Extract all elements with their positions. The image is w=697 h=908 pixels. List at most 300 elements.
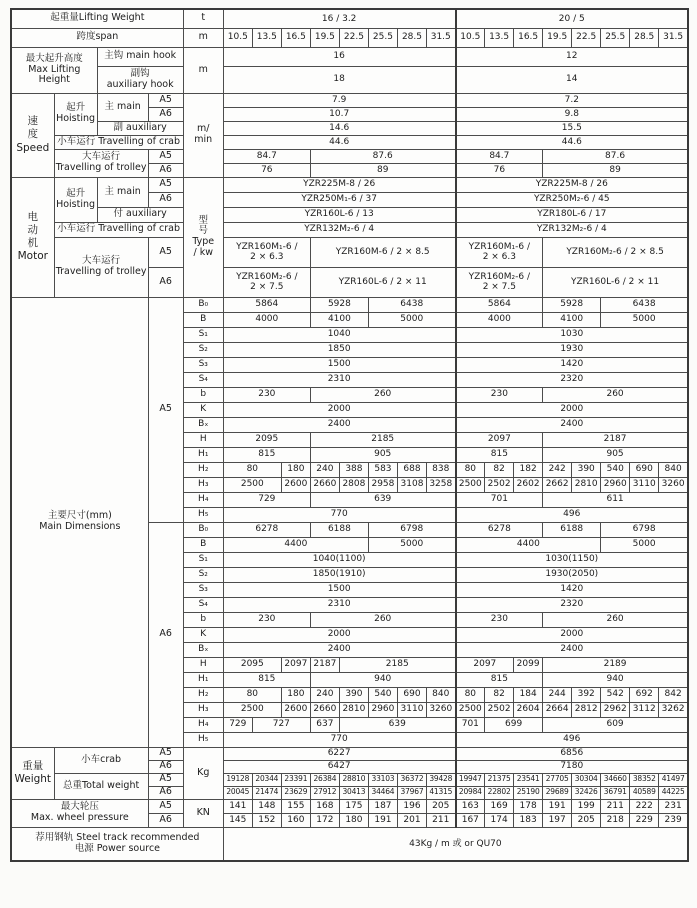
table-row	[11, 66, 688, 93]
value-cell: 699	[485, 717, 543, 732]
value-cell: 39428	[426, 773, 455, 786]
table-row	[11, 207, 688, 222]
value-cell: 84.7	[456, 149, 543, 163]
value-cell: YZR250M₂-6 / 45	[456, 192, 688, 207]
dimension-symbol: S₄	[183, 372, 223, 387]
dimension-symbol: H₄	[183, 492, 223, 507]
value-cell: 175	[339, 799, 368, 813]
value-cell: 80	[456, 687, 485, 702]
value-cell: 44225	[659, 786, 688, 799]
value-cell: 3260	[426, 702, 455, 717]
duty-class-cell: A6	[148, 786, 183, 799]
dimension-symbol: H₁	[183, 447, 223, 462]
value-cell: 1420	[456, 357, 688, 372]
value-cell: 2400	[223, 417, 455, 432]
value-cell: 2664	[543, 702, 572, 717]
value-cell: 1500	[223, 357, 455, 372]
value-cell: 240	[310, 687, 339, 702]
value-cell: 496	[456, 732, 688, 747]
value-cell: 4000	[223, 312, 310, 327]
value-cell: 639	[310, 492, 455, 507]
row-label: 起升 Hoisting	[54, 93, 97, 135]
value-cell: 167	[456, 813, 485, 827]
dimension-symbol: H₂	[183, 687, 223, 702]
value-cell: 230	[456, 387, 543, 402]
value-cell: 34464	[368, 786, 397, 799]
value-cell: 2000	[223, 402, 455, 417]
table-row	[11, 28, 688, 47]
value-cell: 905	[310, 447, 455, 462]
unit-cell: Kg	[183, 747, 223, 799]
row-label: 小车crab	[54, 747, 148, 773]
value-cell: 583	[368, 462, 397, 477]
unit-cell: t	[183, 9, 223, 28]
value-cell: 5864	[223, 297, 310, 312]
value-cell: 20 / 5	[456, 9, 688, 28]
unit-cell: m	[183, 47, 223, 93]
value-cell: 44.6	[223, 135, 455, 149]
value-cell: 2187	[543, 432, 688, 447]
value-cell: YZR160M₁-6 / 2 × 6.3	[223, 237, 310, 267]
value-cell: 6856	[456, 747, 688, 760]
value-cell: 13.5	[252, 28, 281, 47]
value-cell: 690	[630, 462, 659, 477]
value-cell: 222	[630, 799, 659, 813]
row-label: 起升 Hoisting	[54, 177, 97, 222]
value-cell: 840	[426, 687, 455, 702]
table-row	[11, 222, 688, 237]
value-cell: 940	[310, 672, 455, 687]
value-cell: 239	[659, 813, 688, 827]
value-cell: 1420	[456, 582, 688, 597]
value-cell: 2600	[281, 477, 310, 492]
value-cell: 7.2	[456, 93, 688, 107]
value-cell: 25.5	[601, 28, 630, 47]
duty-class-cell: A6	[148, 163, 183, 177]
section-label: 速 度 Speed	[11, 93, 54, 177]
value-cell: 2099	[514, 657, 543, 672]
value-cell: 43Kg / m 或 or QU70	[223, 827, 688, 861]
value-cell: 1850(1910)	[223, 567, 455, 582]
duty-class-cell: A5	[148, 747, 183, 760]
value-cell: 540	[368, 687, 397, 702]
value-cell: 690	[397, 687, 426, 702]
value-cell: 22.5	[339, 28, 368, 47]
value-cell: YZR250M₁-6 / 37	[223, 192, 455, 207]
value-cell: 2808	[339, 477, 368, 492]
value-cell: 152	[252, 813, 281, 827]
value-cell: 692	[630, 687, 659, 702]
value-cell: 16	[223, 47, 455, 66]
row-label: 跨度span	[11, 28, 183, 47]
unit-cell: m	[183, 28, 223, 47]
value-cell: 2095	[223, 657, 281, 672]
value-cell: 36372	[397, 773, 426, 786]
value-cell: 5000	[601, 537, 688, 552]
value-cell: YZR160L-6 / 2 × 11	[310, 267, 455, 297]
value-cell: 205	[426, 799, 455, 813]
value-cell: 840	[659, 462, 688, 477]
value-cell: 205	[572, 813, 601, 827]
value-cell: 20984	[456, 786, 485, 799]
value-cell: 30413	[339, 786, 368, 799]
duty-class-cell: A6	[148, 192, 183, 207]
value-cell: YZR160M₂-6 / 2 × 7.5	[456, 267, 543, 297]
value-cell: 180	[339, 813, 368, 827]
value-cell: 1850	[223, 342, 455, 357]
value-cell: 76	[456, 163, 543, 177]
table-row	[11, 237, 688, 267]
value-cell: 2660	[310, 477, 339, 492]
value-cell: 201	[397, 813, 426, 827]
value-cell: 6227	[223, 747, 455, 760]
value-cell: 3260	[659, 477, 688, 492]
value-cell: 34660	[601, 773, 630, 786]
value-cell: 26384	[310, 773, 339, 786]
row-label: 荐用钢轨 Steel track recommended 电源 Power source	[11, 827, 223, 861]
row-label: 副钩 auxiliary hook	[97, 66, 183, 93]
unit-cell: m/ min	[183, 93, 223, 177]
value-cell: 6438	[601, 297, 688, 312]
value-cell: 7180	[456, 760, 688, 773]
value-cell: 242	[543, 462, 572, 477]
row-label: 主要尺寸(mm) Main Dimensions	[11, 297, 148, 747]
value-cell: 3112	[630, 702, 659, 717]
value-cell: 19128	[223, 773, 252, 786]
row-label: 主钩 main hook	[97, 47, 183, 66]
value-cell: 1930(2050)	[456, 567, 688, 582]
dimension-symbol: b	[183, 387, 223, 402]
dimension-symbol: Bₓ	[183, 642, 223, 657]
value-cell: 23629	[281, 786, 310, 799]
dimension-symbol: S₁	[183, 327, 223, 342]
dimension-symbol: B	[183, 537, 223, 552]
value-cell: 183	[514, 813, 543, 827]
row-label: 总重Total weight	[54, 773, 148, 799]
value-cell: 838	[426, 462, 455, 477]
value-cell: 14	[456, 66, 688, 93]
duty-class-cell: A5	[148, 177, 183, 192]
value-cell: 260	[543, 612, 688, 627]
dimension-symbol: S₃	[183, 357, 223, 372]
dimension-symbol: S₂	[183, 342, 223, 357]
value-cell: 3262	[659, 702, 688, 717]
table-row	[11, 93, 688, 107]
value-cell: 842	[659, 687, 688, 702]
value-cell: YZR160L-6 / 2 × 11	[543, 267, 688, 297]
value-cell: 6798	[601, 522, 688, 537]
value-cell: 540	[601, 462, 630, 477]
value-cell: 4000	[456, 312, 543, 327]
value-cell: 2097	[456, 432, 543, 447]
value-cell: 2960	[601, 477, 630, 492]
duty-class-cell: A6	[148, 267, 183, 297]
value-cell: 2662	[543, 477, 572, 492]
row-label: 小车运行 Travelling of crab	[54, 135, 183, 149]
value-cell: 637	[310, 717, 339, 732]
value-cell: 2185	[339, 657, 455, 672]
value-cell: 31.5	[426, 28, 455, 47]
value-cell: 5000	[368, 312, 455, 327]
value-cell: 25190	[514, 786, 543, 799]
value-cell: 1500	[223, 582, 455, 597]
value-cell: 2320	[456, 597, 688, 612]
value-cell: 3110	[630, 477, 659, 492]
value-cell: 44.6	[456, 135, 688, 149]
value-cell: 80	[456, 462, 485, 477]
value-cell: 229	[630, 813, 659, 827]
table-row	[11, 9, 688, 28]
value-cell: 2960	[368, 702, 397, 717]
row-label: 大车运行 Travelling of trolley	[54, 237, 148, 297]
value-cell: 191	[368, 813, 397, 827]
value-cell: 3110	[397, 702, 426, 717]
value-cell: 14.6	[223, 121, 455, 135]
value-cell: 2602	[514, 477, 543, 492]
section-label: 电 动 机 Motor	[11, 177, 54, 297]
unit-cell: 型 号 Type / kw	[183, 177, 223, 297]
value-cell: YZR160M-6 / 2 × 8.5	[310, 237, 455, 267]
value-cell: YZR160M₂-6 / 2 × 8.5	[543, 237, 688, 267]
value-cell: YZR160L-6 / 13	[223, 207, 455, 222]
value-cell: 2097	[281, 657, 310, 672]
value-cell: 230	[223, 612, 310, 627]
unit-cell: KN	[183, 799, 223, 827]
value-cell: 187	[368, 799, 397, 813]
value-cell: 260	[310, 387, 455, 402]
value-cell: 2500	[223, 702, 281, 717]
value-cell: 27912	[310, 786, 339, 799]
dimension-symbol: S₃	[183, 582, 223, 597]
duty-class-cell: A5	[148, 237, 183, 267]
value-cell: 2502	[485, 477, 514, 492]
value-cell: 5928	[543, 297, 601, 312]
value-cell: 2097	[456, 657, 514, 672]
dimension-symbol: H₅	[183, 732, 223, 747]
dimension-symbol: K	[183, 402, 223, 417]
value-cell: 6188	[543, 522, 601, 537]
value-cell: 196	[397, 799, 426, 813]
dimension-symbol: S₁	[183, 552, 223, 567]
value-cell: 82	[485, 462, 514, 477]
value-cell: 182	[514, 462, 543, 477]
value-cell: 1040(1100)	[223, 552, 455, 567]
table-row	[11, 177, 688, 192]
value-cell: 178	[514, 799, 543, 813]
value-cell: 5000	[601, 312, 688, 327]
value-cell: YZR160M₁-6 / 2 × 6.3	[456, 237, 543, 267]
dimension-symbol: S₄	[183, 597, 223, 612]
value-cell: YZR160M₂-6 / 2 × 7.5	[223, 267, 310, 297]
value-cell: 815	[223, 672, 310, 687]
value-cell: 23541	[514, 773, 543, 786]
row-label: 大车运行 Travelling of trolley	[54, 149, 148, 177]
table-row	[11, 135, 688, 149]
table-row	[11, 799, 688, 813]
value-cell: 6278	[223, 522, 310, 537]
value-cell: 727	[252, 717, 310, 732]
value-cell: 5928	[310, 297, 368, 312]
value-cell: 28810	[339, 773, 368, 786]
table-row	[11, 47, 688, 66]
duty-class-cell: A6	[148, 107, 183, 121]
value-cell: 1930	[456, 342, 688, 357]
value-cell: 16 / 3.2	[223, 9, 455, 28]
value-cell: 31.5	[659, 28, 688, 47]
value-cell: 260	[543, 387, 688, 402]
value-cell: 20344	[252, 773, 281, 786]
value-cell: YZR225M-8 / 26	[456, 177, 688, 192]
value-cell: 141	[223, 799, 252, 813]
value-cell: 6798	[368, 522, 455, 537]
section-label: 重量 Weight	[11, 747, 54, 799]
duty-class-cell: A5	[148, 149, 183, 163]
dimension-symbol: b	[183, 612, 223, 627]
value-cell: 172	[310, 813, 339, 827]
value-cell: 2502	[485, 702, 514, 717]
dimension-symbol: B₀	[183, 522, 223, 537]
value-cell: 6438	[368, 297, 455, 312]
value-cell: 25.5	[368, 28, 397, 47]
value-cell: 609	[543, 717, 688, 732]
value-cell: 4400	[456, 537, 601, 552]
value-cell: 542	[601, 687, 630, 702]
value-cell: 905	[543, 447, 688, 462]
row-label: 起重量Lifting Weight	[11, 9, 183, 28]
value-cell: 22802	[485, 786, 514, 799]
value-cell: 7.9	[223, 93, 455, 107]
value-cell: 2500	[456, 702, 485, 717]
dimension-symbol: H	[183, 432, 223, 447]
value-cell: 5000	[368, 537, 455, 552]
value-cell: 729	[223, 717, 252, 732]
value-cell: 2812	[572, 702, 601, 717]
value-cell: 16.5	[281, 28, 310, 47]
dimension-symbol: S₂	[183, 567, 223, 582]
value-cell: 21474	[252, 786, 281, 799]
row-label: 付 auxiliary	[97, 207, 183, 222]
value-cell: 87.6	[310, 149, 455, 163]
value-cell: 80	[223, 462, 281, 477]
value-cell: 20045	[223, 786, 252, 799]
value-cell: 10.5	[223, 28, 252, 47]
value-cell: 23391	[281, 773, 310, 786]
value-cell: 84.7	[223, 149, 310, 163]
value-cell: 244	[543, 687, 572, 702]
value-cell: 37967	[397, 786, 426, 799]
value-cell: 2095	[223, 432, 310, 447]
value-cell: 815	[456, 672, 543, 687]
duty-class-cell: A6	[148, 813, 183, 827]
value-cell: 231	[659, 799, 688, 813]
value-cell: 2310	[223, 372, 455, 387]
value-cell: 260	[310, 612, 455, 627]
duty-class-cell: A5	[148, 799, 183, 813]
dimension-symbol: K	[183, 627, 223, 642]
value-cell: 180	[281, 687, 310, 702]
dimension-symbol: Bₓ	[183, 417, 223, 432]
value-cell: 2400	[456, 417, 688, 432]
dimension-symbol: H₃	[183, 702, 223, 717]
crane-spec-table	[10, 8, 689, 862]
value-cell: 29689	[543, 786, 572, 799]
value-cell: 89	[543, 163, 688, 177]
value-cell: 19.5	[310, 28, 339, 47]
table-row	[11, 827, 688, 861]
value-cell: 240	[310, 462, 339, 477]
value-cell: 6188	[310, 522, 368, 537]
value-cell: 191	[543, 799, 572, 813]
dimension-symbol: H	[183, 657, 223, 672]
value-cell: 4100	[310, 312, 368, 327]
value-cell: 815	[223, 447, 310, 462]
value-cell: 230	[456, 612, 543, 627]
value-cell: 19947	[456, 773, 485, 786]
value-cell: 160	[281, 813, 310, 827]
value-cell: 28.5	[630, 28, 659, 47]
value-cell: YZR225M-8 / 26	[223, 177, 455, 192]
value-cell: 41315	[426, 786, 455, 799]
value-cell: 2962	[601, 702, 630, 717]
value-cell: 770	[223, 732, 455, 747]
duty-class-cell: A5	[148, 93, 183, 107]
value-cell: 169	[485, 799, 514, 813]
value-cell: 3108	[397, 477, 426, 492]
value-cell: 87.6	[543, 149, 688, 163]
value-cell: 33103	[368, 773, 397, 786]
value-cell: 2310	[223, 597, 455, 612]
dimension-symbol: H₂	[183, 462, 223, 477]
dimension-symbol: H₁	[183, 672, 223, 687]
dimension-symbol: H₃	[183, 477, 223, 492]
value-cell: 211	[426, 813, 455, 827]
value-cell: 10.5	[456, 28, 485, 47]
table-row	[11, 773, 688, 786]
value-cell: 19.5	[543, 28, 572, 47]
value-cell: 155	[281, 799, 310, 813]
value-cell: 5864	[456, 297, 543, 312]
value-cell: 390	[339, 687, 368, 702]
value-cell: YZR132M₂-6 / 4	[223, 222, 455, 237]
value-cell: 940	[543, 672, 688, 687]
value-cell: 2185	[310, 432, 455, 447]
value-cell: 148	[252, 799, 281, 813]
value-cell: 199	[572, 799, 601, 813]
value-cell: 16.5	[514, 28, 543, 47]
table-row	[11, 747, 688, 760]
value-cell: 82	[485, 687, 514, 702]
value-cell: 9.8	[456, 107, 688, 121]
value-cell: 36791	[601, 786, 630, 799]
value-cell: 76	[223, 163, 310, 177]
value-cell: 390	[572, 462, 601, 477]
duty-class-cell: A5	[148, 773, 183, 786]
row-label: 主 main	[97, 93, 148, 121]
value-cell: 4400	[223, 537, 368, 552]
value-cell: 701	[456, 492, 543, 507]
value-cell: 163	[456, 799, 485, 813]
value-cell: 21375	[485, 773, 514, 786]
value-cell: 40589	[630, 786, 659, 799]
value-cell: 10.7	[223, 107, 455, 121]
value-cell: 2000	[456, 402, 688, 417]
value-cell: 1040	[223, 327, 455, 342]
value-cell: 701	[456, 717, 485, 732]
value-cell: 211	[601, 799, 630, 813]
value-cell: 13.5	[485, 28, 514, 47]
table-row	[11, 121, 688, 135]
value-cell: YZR180L-6 / 17	[456, 207, 688, 222]
